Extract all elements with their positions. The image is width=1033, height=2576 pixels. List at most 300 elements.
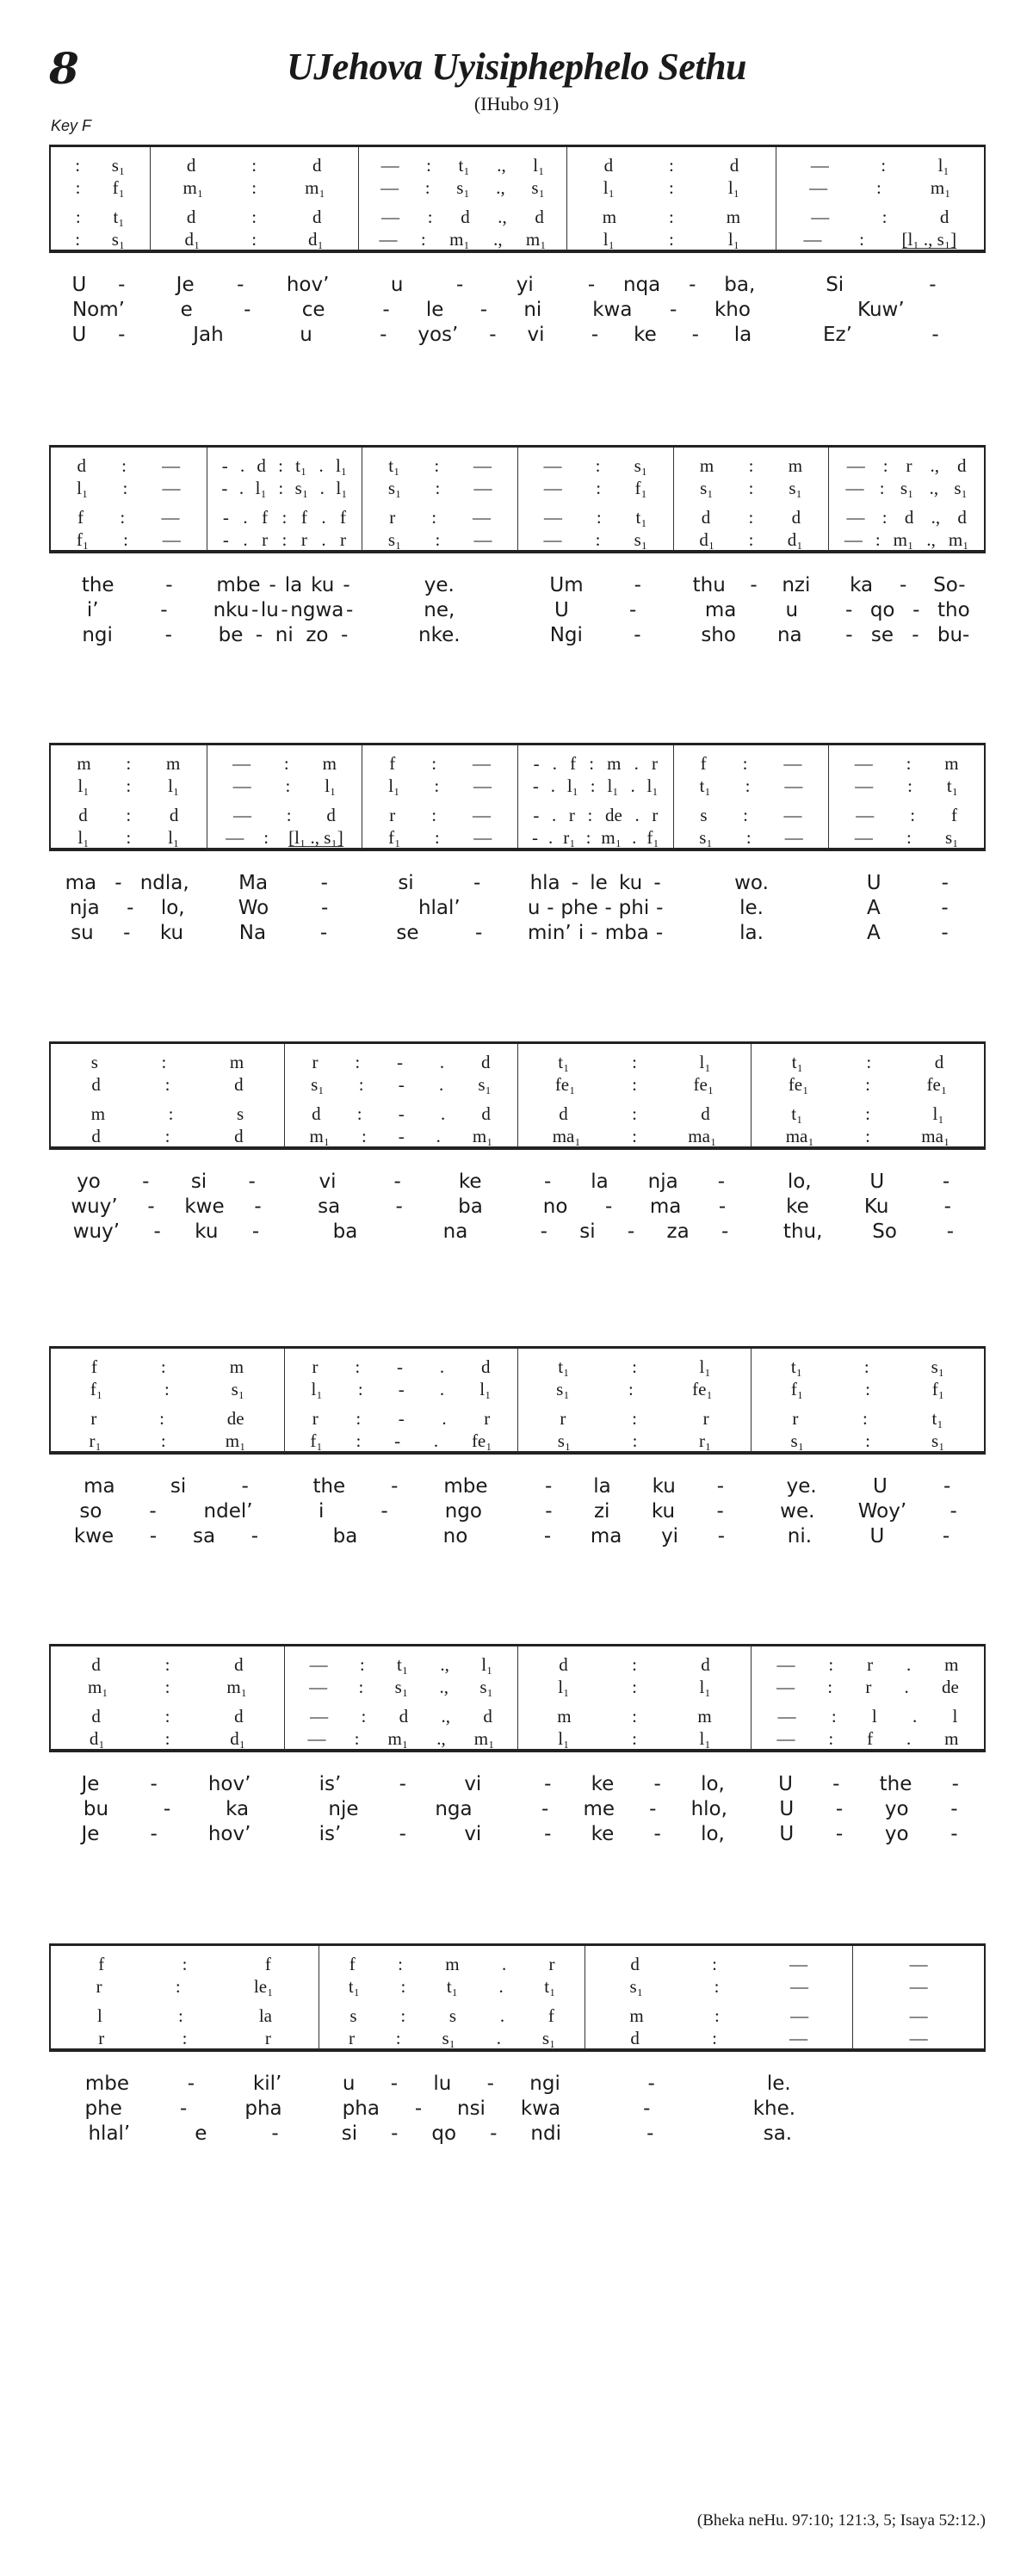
tenor-notes	[51, 1407, 284, 1430]
note-token: —	[846, 454, 865, 476]
note-token: d	[957, 506, 967, 528]
lyric-verse-2	[49, 1796, 283, 1821]
note-token: —	[543, 506, 562, 528]
note-token: t₁	[791, 1051, 803, 1072]
lyric-syllable: u	[342, 2072, 356, 2095]
note-token: de	[604, 804, 622, 825]
note-token: :	[121, 454, 127, 476]
lyric-syllable: -	[571, 871, 579, 894]
lyric-verse-3	[854, 2121, 986, 2146]
note-token: d	[701, 506, 711, 528]
soprano-notes	[567, 154, 775, 176]
note-token: r	[560, 1407, 566, 1429]
note-token: d	[934, 1051, 944, 1072]
note-token: :	[278, 454, 283, 476]
note-token: :	[278, 477, 284, 498]
note-token: .,	[439, 1676, 448, 1697]
measure	[362, 745, 517, 849]
lyric-syllable: mbe	[216, 573, 261, 596]
note-token: s₁	[111, 154, 126, 176]
soprano-notes	[319, 1953, 585, 1975]
note-token: :	[748, 506, 754, 528]
lyric-verse-3	[283, 1821, 517, 1846]
note-token: :	[881, 506, 888, 528]
note-token: :	[585, 826, 591, 848]
note-token: -	[222, 506, 229, 528]
note-token: f	[867, 1727, 874, 1749]
note-token: :	[435, 528, 441, 550]
lyric-syllable: -	[149, 1499, 157, 1523]
lyric-syllable: ba	[332, 1524, 358, 1547]
note-token: t₁	[544, 1975, 556, 1997]
note-token: d	[481, 1103, 491, 1124]
note-token: m₁	[226, 1676, 247, 1697]
lyric-syllable: Nom’	[71, 298, 125, 321]
lyric-syllable: nsi	[457, 2097, 486, 2120]
measure	[517, 1044, 751, 1147]
lyric-syllable: ngo	[444, 1499, 482, 1523]
note-token: :	[126, 775, 132, 796]
lyric-verse-3	[517, 1219, 752, 1244]
lyric-syllable: yo	[77, 1170, 101, 1193]
lyric-syllable: pha	[342, 2097, 380, 2120]
lyric-verse-2	[148, 297, 357, 322]
note-token: d	[312, 154, 322, 176]
note-token: .	[238, 477, 244, 498]
note-token: :	[742, 752, 748, 774]
lyric-syllable: ku	[311, 573, 335, 596]
note-token: d	[257, 454, 266, 476]
lyric-syllable: nje	[328, 1797, 359, 1820]
note-token: :	[435, 477, 441, 498]
note-token: :	[865, 1073, 870, 1095]
bass-notes	[752, 1727, 984, 1750]
soprano-notes	[207, 752, 362, 775]
note-token: f₁	[310, 1430, 323, 1451]
alto-notes	[829, 775, 984, 797]
tenor-notes	[518, 1705, 751, 1727]
note-token: :	[587, 804, 593, 825]
lyric-measure	[318, 2071, 585, 2146]
lyric-verse-2	[205, 895, 361, 920]
note-token: —	[380, 154, 399, 176]
note-token: le₁	[253, 1975, 274, 1997]
lyric-verse-3	[318, 2121, 585, 2146]
note-token: :	[75, 176, 81, 198]
lyric-verse-1	[49, 1473, 283, 1498]
lyric-syllable: -	[929, 273, 937, 296]
lyric-syllable: phi	[618, 896, 650, 919]
lyric-syllable: mbe	[443, 1474, 488, 1498]
tenor-notes	[359, 206, 566, 228]
lyric-syllable: ku	[619, 871, 643, 894]
lyric-syllable: me	[583, 1797, 615, 1820]
note-token: l₁	[646, 775, 659, 796]
note-token: .	[904, 1676, 909, 1697]
note-token: :	[398, 1953, 403, 1974]
lyric-syllable: ku	[651, 1499, 676, 1523]
note-token: fe₁	[692, 1378, 713, 1399]
lyric-syllable: nku	[213, 598, 250, 621]
measure	[51, 1646, 284, 1750]
lyric-syllable: si	[170, 1474, 187, 1498]
lyric-syllable: ndi	[530, 2122, 561, 2145]
lyric-syllable: -	[320, 871, 328, 894]
lyric-verse-1	[517, 870, 673, 895]
bass-notes	[207, 528, 362, 551]
note-token: .	[243, 528, 248, 550]
note-token: :	[632, 1653, 637, 1675]
note-token: :	[420, 228, 426, 250]
note-token: l	[952, 1705, 958, 1727]
lyric-syllable: -	[150, 1772, 158, 1795]
note-token: r	[348, 2027, 355, 2048]
lyric-syllable: -	[949, 1499, 957, 1523]
lyric-syllable: -	[656, 896, 664, 919]
note-token: :	[712, 1953, 717, 1974]
soprano-notes	[207, 454, 362, 477]
note-token: m	[602, 206, 617, 227]
lyric-verse-1	[566, 272, 776, 297]
note-token: s₁	[456, 176, 470, 198]
alto-notes	[829, 477, 984, 499]
note-token: s₁	[231, 1378, 245, 1399]
lyric-verse-3	[673, 622, 829, 647]
lyric-syllable: u	[390, 273, 404, 296]
note-token: d	[77, 454, 87, 476]
lyric-syllable: ma	[704, 598, 737, 621]
lyric-syllable: -	[646, 2122, 654, 2145]
bass-notes	[51, 826, 207, 849]
lyrics-7	[49, 2071, 986, 2146]
lyric-verse-3	[49, 1219, 283, 1244]
lyric-syllable: -	[604, 896, 612, 919]
soprano-notes	[51, 1953, 319, 1975]
lyric-verse-1	[283, 1771, 517, 1796]
lyric-syllable: yi	[661, 1524, 679, 1547]
lyric-syllable: -	[941, 896, 949, 919]
note-token: -	[221, 454, 228, 476]
lyric-syllable: hla	[529, 871, 560, 894]
note-token: l₁	[77, 775, 90, 796]
measure	[51, 1044, 284, 1147]
note-token: .	[634, 804, 640, 825]
lyric-syllable: lu	[433, 2072, 452, 2095]
lyric-syllable: -	[248, 1170, 256, 1193]
note-token: fe₁	[471, 1430, 492, 1451]
note-token: :	[865, 1378, 870, 1399]
lyric-syllable: se	[396, 921, 419, 944]
tenor-notes	[51, 206, 150, 228]
lyric-syllable: ni.	[787, 1524, 813, 1547]
measure	[828, 448, 984, 551]
note-token: f	[951, 804, 958, 825]
lyric-syllable: -	[655, 921, 664, 944]
lyric-measure	[830, 572, 986, 647]
note-token: f₁	[931, 1378, 945, 1399]
lyric-syllable: -	[691, 323, 699, 346]
note-token: f	[98, 1953, 105, 1974]
tenor-notes	[285, 1103, 517, 1125]
note-token: d₁	[89, 1727, 105, 1749]
measure	[284, 1646, 517, 1750]
lyric-syllable: -	[118, 323, 126, 346]
alto-notes	[752, 1073, 984, 1096]
lyric-verse-3	[566, 322, 776, 347]
lyric-verse-3	[49, 1523, 283, 1548]
note-token: s	[349, 2005, 357, 2026]
note-token: —	[309, 1653, 328, 1675]
note-token: d	[483, 1705, 492, 1727]
lyric-syllable: -	[835, 1822, 844, 1845]
note-token: d	[535, 206, 544, 227]
note-token: :	[863, 1356, 869, 1377]
note-token: m₁	[387, 1727, 409, 1749]
lyric-syllable: -	[544, 1772, 552, 1795]
lyric-verse-2	[49, 1194, 283, 1219]
system	[49, 445, 986, 647]
lyric-measure	[673, 870, 829, 945]
system	[49, 743, 986, 945]
note-token: l₁	[727, 176, 740, 198]
lyric-verse-2	[357, 297, 566, 322]
lyric-verse-3	[49, 322, 148, 347]
note-token: de	[942, 1676, 959, 1697]
bass-notes	[359, 228, 566, 250]
bass-notes	[752, 1125, 984, 1147]
note-token: s₁	[700, 477, 714, 498]
lyric-syllable: hlo,	[690, 1797, 727, 1820]
note-token: r	[98, 2027, 105, 2048]
note-token: :	[743, 804, 748, 825]
lyric-measure	[362, 572, 517, 647]
note-token: m₁	[930, 176, 951, 198]
lyric-syllable: -	[118, 273, 126, 296]
bass-notes	[585, 2027, 852, 2049]
lyric-syllable: ba,	[724, 273, 756, 296]
alto-notes	[51, 176, 150, 199]
note-token: l₁	[325, 775, 337, 796]
lyric-syllable: bu	[83, 1797, 109, 1820]
note-token: :	[865, 1430, 870, 1451]
alto-notes	[585, 1975, 852, 1998]
measure	[51, 147, 150, 250]
note-token: :	[632, 1407, 637, 1429]
alto-notes	[359, 176, 566, 199]
note-token: t₁	[791, 1103, 803, 1124]
lyric-syllable: nzi	[782, 573, 811, 596]
lyric-verse-1	[752, 1771, 986, 1796]
lyric-verse-3	[362, 622, 517, 647]
note-token: :	[356, 1407, 362, 1429]
measure	[319, 1946, 585, 2049]
note-token: —	[809, 176, 828, 198]
note-token: :	[434, 454, 440, 476]
lyric-syllable: -	[251, 1524, 259, 1547]
note-token: .	[239, 454, 245, 476]
lyric-syllable: qo	[431, 2122, 457, 2145]
soprano-notes	[362, 454, 517, 477]
note-token: —	[776, 1676, 795, 1697]
note-token: :	[596, 477, 602, 498]
note-token: s₁	[699, 826, 713, 848]
note-token: :	[286, 804, 292, 825]
lyric-syllable: -	[643, 2097, 651, 2120]
note-token: m	[629, 2005, 644, 2026]
lyric-syllable: -	[127, 896, 134, 919]
note-token: .	[440, 1103, 446, 1124]
note-token: d	[461, 206, 470, 227]
lyric-syllable: -	[399, 1772, 406, 1795]
note-token: —	[845, 477, 864, 498]
measure	[517, 745, 673, 849]
note-token: r	[906, 454, 912, 476]
note-token: -	[398, 1103, 405, 1124]
lyric-syllable: sa.	[763, 2122, 793, 2145]
lyric-syllable: -	[391, 1474, 399, 1498]
note-token: m	[229, 1356, 244, 1377]
note-token: :	[831, 1705, 837, 1727]
lyric-syllable: wuy’	[72, 1220, 121, 1243]
lyric-syllable: -	[473, 871, 481, 894]
note-token: —	[854, 752, 873, 774]
lyric-verse-3	[673, 920, 829, 945]
tenor-notes	[51, 804, 207, 826]
lyric-syllable: -	[114, 871, 122, 894]
lyric-verse-1	[517, 1473, 752, 1498]
lyric-syllable: la	[591, 1170, 609, 1193]
note-token: :	[164, 1727, 170, 1749]
note-token: —	[543, 454, 562, 476]
lyric-syllable: ce	[301, 298, 325, 321]
alto-notes	[51, 1073, 284, 1096]
note-token: l₁	[699, 1727, 711, 1749]
staff-7	[49, 1943, 986, 2052]
note-token: r	[702, 1407, 709, 1429]
tenor-notes	[51, 2005, 319, 2027]
note-token: :	[395, 2027, 401, 2048]
lyric-verse-1	[49, 272, 148, 297]
note-token: d	[630, 2027, 640, 2048]
lyric-syllable: lu	[260, 598, 279, 621]
lyric-syllable: ku	[652, 1474, 676, 1498]
lyric-verse-2	[752, 1194, 986, 1219]
lyric-syllable: no	[442, 1524, 468, 1547]
lyric-syllable: -	[123, 921, 131, 944]
note-token: -	[222, 528, 229, 550]
note-token: :	[177, 2005, 183, 2026]
note-token: t₁	[348, 1975, 360, 1997]
note-token: l₁	[558, 1676, 570, 1697]
lyric-verse-2	[517, 597, 673, 622]
lyric-syllable: is’	[319, 1822, 342, 1845]
note-token: :	[669, 206, 674, 227]
alto-notes	[752, 1676, 984, 1698]
lyric-syllable: -	[718, 1195, 727, 1218]
lyric-syllable: -	[489, 323, 497, 346]
lyric-syllable: -	[942, 1170, 950, 1193]
lyric-syllable: -	[544, 1822, 552, 1845]
note-token: m₁	[449, 228, 470, 250]
measure	[517, 1349, 751, 1452]
note-token: :	[748, 477, 754, 498]
soprano-notes	[151, 154, 358, 176]
lyric-measure	[566, 272, 776, 347]
lyric-syllable: -	[319, 921, 328, 944]
note-token: f	[262, 506, 269, 528]
bass-notes	[567, 228, 775, 250]
note-token: :	[164, 1378, 170, 1399]
lyric-measure	[585, 2071, 854, 2146]
lyric-measure	[752, 1771, 986, 1846]
note-token: :	[590, 775, 596, 796]
note-token: m₁	[309, 1125, 331, 1146]
measure	[585, 1946, 852, 2049]
tenor-notes	[518, 506, 673, 528]
alto-notes	[151, 176, 358, 199]
measure	[284, 1349, 517, 1452]
lyric-verse-3	[49, 2121, 318, 2146]
lyric-syllable: -	[647, 2072, 655, 2095]
note-token: s₁	[789, 477, 802, 498]
note-token: —	[473, 826, 492, 848]
lyric-syllable: e	[195, 2122, 207, 2145]
note-token: m₁	[472, 1125, 493, 1146]
note-token: —	[789, 2027, 808, 2048]
lyric-syllable: -	[653, 871, 661, 894]
lyric-syllable: -	[380, 1499, 388, 1523]
note-token: l₁	[937, 154, 949, 176]
lyric-syllable: la	[284, 573, 303, 596]
lyric-syllable: -	[716, 1474, 725, 1498]
note-token: —	[473, 775, 492, 796]
note-token: d	[630, 1953, 640, 1974]
lyric-syllable: Woy’	[857, 1499, 907, 1523]
lyric-syllable: le.	[739, 896, 764, 919]
note-token: —	[473, 528, 492, 550]
lyric-syllable: la	[593, 1474, 611, 1498]
note-token: :	[632, 1125, 637, 1146]
measure	[751, 1044, 984, 1147]
note-token: —	[543, 477, 562, 498]
note-token: :	[358, 1676, 364, 1697]
lyric-syllable: -	[717, 1170, 725, 1193]
note-token: l₁	[336, 477, 348, 498]
soprano-notes	[359, 154, 566, 176]
bass-notes	[518, 826, 673, 849]
lyric-syllable: -	[543, 1524, 552, 1547]
lyric-measure	[752, 1169, 986, 1244]
lyric-verse-1	[830, 572, 986, 597]
note-token: r	[340, 528, 347, 550]
tenor-notes	[362, 804, 517, 826]
lyric-syllable: la.	[739, 921, 764, 944]
note-token: —	[790, 1975, 809, 1997]
note-token: s	[448, 2005, 457, 2026]
note-token: :	[159, 1407, 164, 1429]
note-token: t₁	[113, 206, 125, 227]
note-token: .,	[436, 1727, 446, 1749]
note-token: s₁	[541, 2027, 556, 2048]
note-token: l	[871, 1705, 877, 1727]
note-token: :	[434, 826, 440, 848]
note-token: :	[431, 804, 437, 825]
measure	[284, 1044, 517, 1147]
lyric-syllable: U	[866, 871, 881, 894]
lyric-syllable: hov’	[286, 273, 330, 296]
note-token: d	[91, 1705, 101, 1727]
lyric-verse-3	[517, 622, 673, 647]
